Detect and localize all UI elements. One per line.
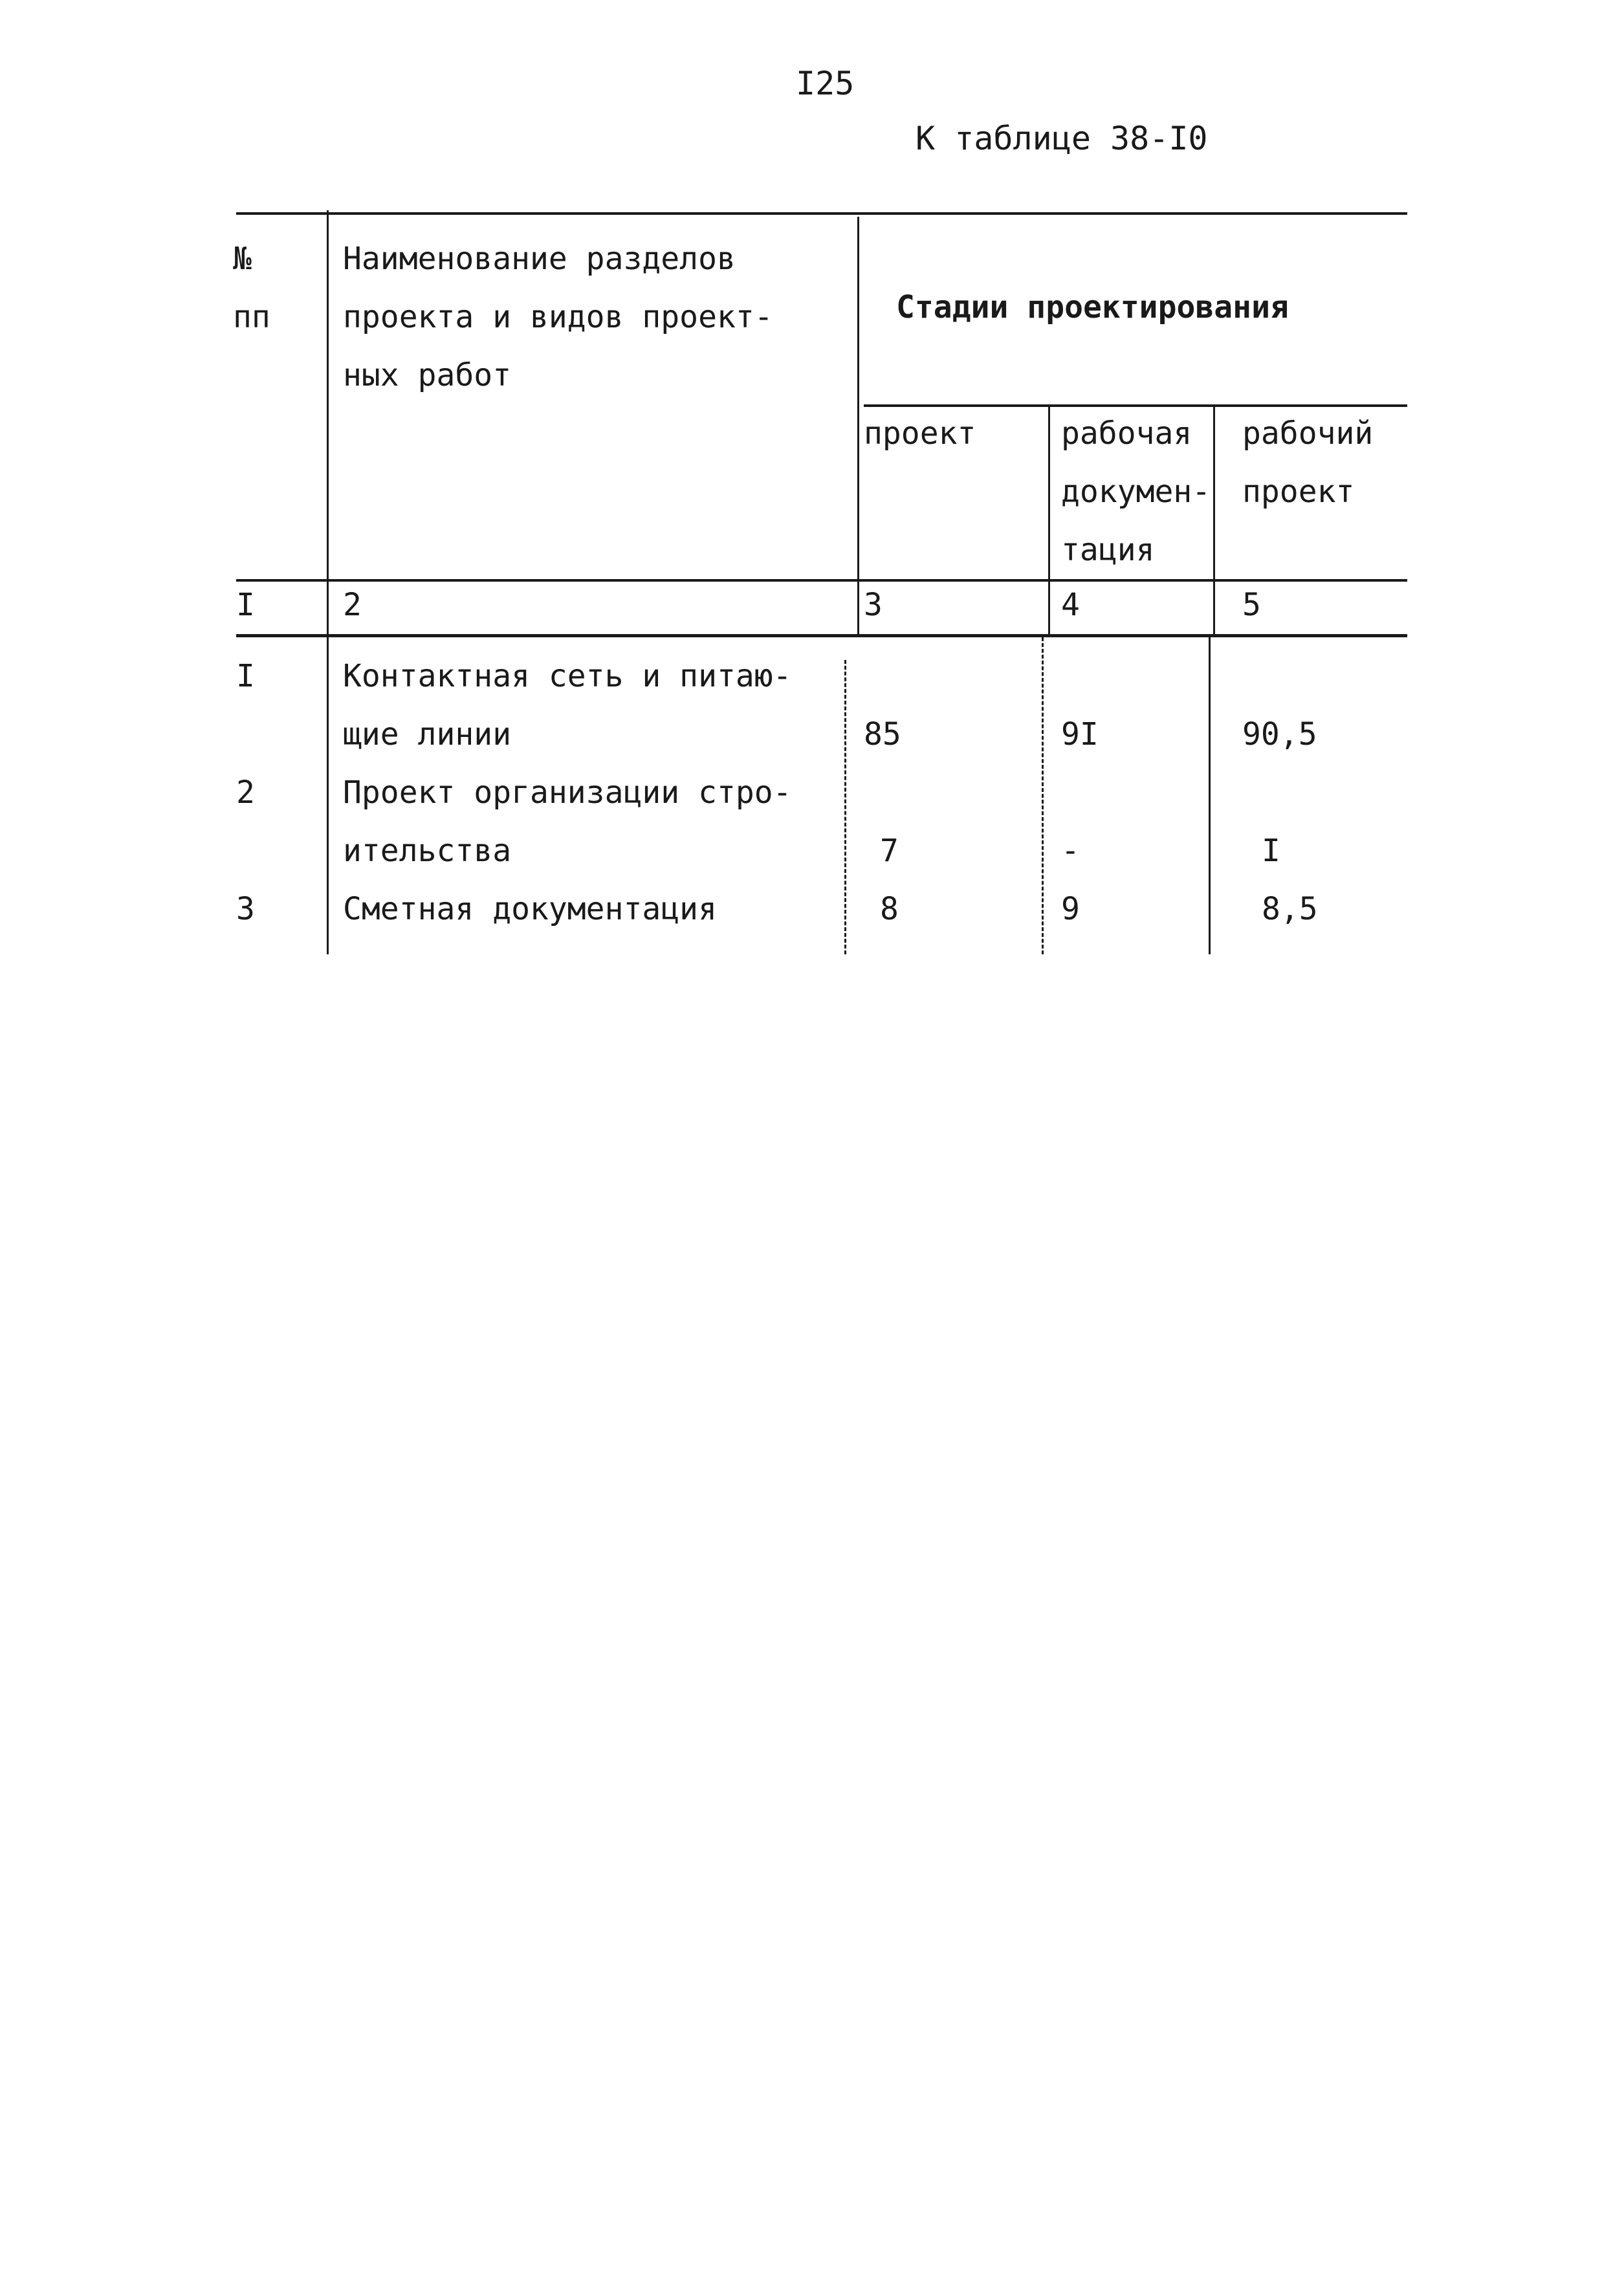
table-row-3-working-project: 8,5 — [1262, 891, 1318, 927]
column-divider-body-3 — [844, 660, 846, 954]
header-number-column: № пп — [233, 241, 270, 335]
table-row-3-working-doc: 9 — [1061, 891, 1080, 927]
table-row-3-project: 8 — [880, 891, 899, 927]
header-stage-working-project: рабочий проект — [1242, 415, 1374, 510]
column-number-4: 4 — [1061, 587, 1080, 623]
table-row-1-number: I — [236, 658, 255, 694]
table-row-2-name: Проект организации стро- ительства — [343, 774, 792, 869]
table-row-1-project: 85 — [864, 716, 901, 752]
header-stage-project: проект — [864, 415, 976, 452]
table-row-3-name: Сметная документация — [343, 891, 717, 927]
table-top-rule — [236, 212, 1407, 215]
column-numbers-bottom-rule — [236, 634, 1407, 637]
column-divider-body-4 — [1042, 637, 1044, 954]
table-reference: К таблице 38-I0 — [916, 120, 1208, 157]
page-number: I25 — [796, 65, 855, 102]
column-divider-working-doc-working-project — [1213, 406, 1215, 636]
table-row-2-working-doc: - — [1061, 833, 1080, 869]
table-row-2-working-project: I — [1262, 833, 1280, 869]
column-divider-project-working-doc — [1048, 406, 1050, 636]
column-divider-num-name — [327, 210, 329, 954]
table-row-1-working-project: 90,5 — [1242, 716, 1317, 752]
header-stage-working-documentation: рабочая докумен- тация — [1061, 415, 1211, 568]
header-section-name-column: Наименование разделов проекта и видов проект- ных работ — [343, 241, 773, 393]
column-number-3: 3 — [864, 587, 883, 623]
column-divider-body-5 — [1209, 637, 1211, 954]
column-number-5: 5 — [1242, 587, 1261, 623]
header-design-stages: Стадии проектирования — [896, 289, 1289, 325]
table-row-3-number: 3 — [236, 891, 255, 927]
table-row-2-number: 2 — [236, 774, 255, 811]
column-number-2: 2 — [343, 587, 362, 623]
table-row-1-name: Контактная сеть и питаю- щие линии — [343, 658, 792, 752]
column-divider-name-stages — [857, 217, 859, 637]
column-number-1: I — [236, 587, 255, 623]
header-bottom-rule — [236, 579, 1407, 582]
table-row-2-project: 7 — [880, 833, 899, 869]
table-row-1-working-doc: 9I — [1061, 716, 1099, 752]
